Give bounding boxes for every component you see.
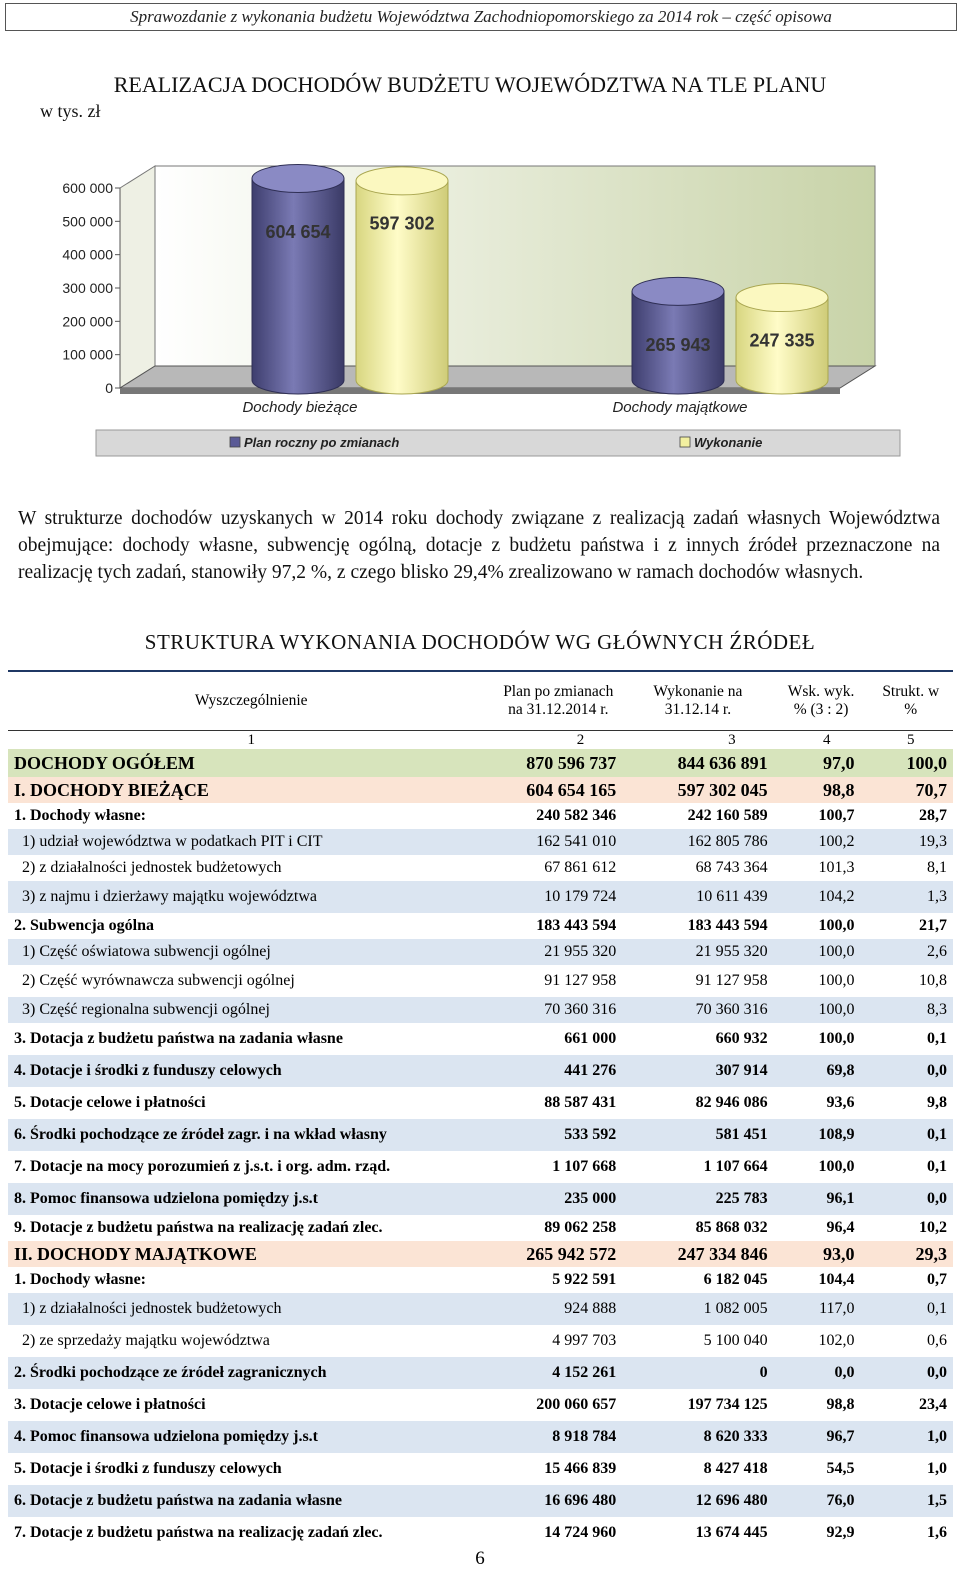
cell-ratio: 100,0 [818,917,855,934]
cell-ratio: 92,9 [826,1524,855,1541]
x-axis-category-label: Dochody bieżące [242,399,358,416]
row-label: 3) Część regionalna subwencji ogólnej [8,997,494,1023]
summary-paragraph: W strukturze dochodów uzyskanych w 2014 roku dochody związane z realizacją zadań własnych Województwa obejmujące: dochody własne, subwencję ogólną, dotacje z budżetu państwa i z innych źródeł przeznaczone na realizację tych zadań, stanowiły 97,2 %, z czego blisko 29,4% zrealizowano w ramach dochodów własnych. [18,508,940,583]
data-label: 265 943 [645,334,711,355]
chart-side-wall [120,166,155,388]
cell-structure: 10,8 [919,972,947,989]
table-row [8,997,953,1023]
cell-execution: 581 451 [622,1119,773,1151]
cell-plan: 265 942 572 [494,1241,622,1267]
cell-ratio: 104,2 [774,881,869,913]
col-number: 2 [494,731,622,750]
cell-execution: 844 636 891 [622,749,773,777]
cell-structure: 0,0 [868,1055,953,1087]
y-axis-tick-label: 100 000 [62,346,113,363]
row-label: 5. Dotacje celowe i płatności [14,1094,206,1111]
table-row [8,1119,953,1151]
cell-plan: 16 696 480 [494,1485,622,1517]
cell-execution: 12 696 480 [622,1485,773,1517]
cell-plan: 8 918 784 [494,1421,622,1453]
col-number: 4 [774,731,869,750]
page-number: 6 [475,1548,485,1569]
table-row [8,1421,953,1453]
row-label: DOCHODY OGÓŁEM [8,749,494,777]
cell-execution: 247 334 846 [622,1241,773,1267]
cell-ratio: 100,0 [818,972,855,989]
table-row [8,965,953,997]
row-label: 3. Dotacje celowe i płatności [14,1396,206,1413]
cell-ratio: 104,4 [818,1271,855,1288]
cell-structure: 0,0 [868,1357,953,1389]
cell-execution: 21 955 320 [622,939,773,965]
cell-structure: 9,8 [927,1094,947,1111]
row-label: 6. Dotacje z budżetu państwa na zadania własne [8,1485,494,1517]
row-label: 3. Dotacja z budżetu państwa na zadania własne [14,1030,343,1047]
column-number-row [8,731,953,750]
cell-plan: 604 654 165 [494,777,622,803]
cell-ratio: 100,0 [774,997,869,1023]
cell-plan: 67 861 612 [544,859,617,876]
table-row [8,1183,953,1215]
row-label: 3) z najmu i dzierżawy majątku województwa [8,881,494,913]
cell-ratio: 76,0 [774,1485,869,1517]
cell-ratio: 101,3 [818,859,855,876]
cell-ratio: 102,0 [818,1332,855,1349]
table-row [8,1389,953,1421]
data-label: 247 335 [749,330,815,351]
table-row [8,777,953,803]
table-row [8,1453,953,1485]
table-row [8,1325,953,1357]
cell-ratio: 100,0 [818,1158,855,1175]
table-row [8,803,953,829]
cell-plan: 70 360 316 [494,997,622,1023]
cell-structure: 1,0 [868,1421,953,1453]
table-row [8,749,953,777]
table-row [8,881,953,913]
running-header: Sprawozdanie z wykonania budżetu Województwa Zachodniopomorskiego za 2014 rok – część opisowa [5,3,957,31]
cell-structure: 10,2 [919,1219,947,1236]
cell-execution: 660 932 [715,1030,768,1047]
y-axis-tick-label: 0 [105,380,113,396]
cell-plan: 162 541 010 [494,829,622,855]
cell-execution: 162 805 786 [622,829,773,855]
header-description: Wyszczególnienie [8,671,494,731]
table-row [8,1055,953,1087]
cell-execution: 1 107 664 [703,1158,768,1175]
cell-ratio: 96,7 [774,1421,869,1453]
chart-unit-label: w tys. zł [40,101,101,121]
y-axis-tick-label: 600 000 [62,180,113,196]
cell-execution: 183 443 594 [687,917,768,934]
table-row [8,1023,953,1055]
row-label: 4. Pomoc finansowa udzielona pomiędzy j.s.t [8,1421,494,1453]
bar-top [356,167,448,195]
cell-ratio: 117,0 [774,1293,869,1325]
cell-ratio: 108,9 [774,1119,869,1151]
chart-title: REALIZACJA DOCHODÓW BUDŻETU WOJEWÓDZTWA NA TLE PLANU [113,72,827,97]
cell-execution: 0 [622,1357,773,1389]
cell-ratio: 0,0 [774,1357,869,1389]
table-title: STRUKTURA WYKONANIA DOCHODÓW WG GŁÓWNYCH ŹRÓDEŁ [144,630,816,654]
table-row [8,1485,953,1517]
cell-structure: 0,0 [868,1183,953,1215]
cell-ratio: 98,8 [826,1396,855,1413]
y-axis-tick-label: 300 000 [62,280,113,296]
cell-plan: 15 466 839 [544,1460,617,1477]
cell-structure: 29,3 [868,1241,953,1267]
cell-execution: 1 082 005 [622,1293,773,1325]
cell-execution: 91 127 958 [695,972,768,989]
cell-structure: 8,3 [868,997,953,1023]
revenue-chart-svg [0,60,960,470]
data-label: 604 654 [265,222,331,243]
row-label: 1) Część oświatowa subwencji ogólnej [8,939,494,965]
cell-structure: 8,1 [927,859,947,876]
cell-structure: 1,6 [927,1524,947,1541]
cell-execution: 8 427 418 [703,1460,768,1477]
row-label: 2) Część wyrównawcza subwencji ogólnej [22,972,295,989]
table-row [8,1215,953,1241]
cell-structure: 23,4 [919,1396,947,1413]
bar-top [736,284,828,312]
cell-ratio: 69,8 [774,1055,869,1087]
cell-plan: 183 443 594 [536,917,617,934]
table-row [8,1357,953,1389]
cell-plan: 533 592 [494,1119,622,1151]
cell-plan: 91 127 958 [544,972,617,989]
cell-structure: 2,6 [868,939,953,965]
revenue-chart [0,60,960,470]
cell-structure: 0,1 [927,1030,947,1047]
y-axis-tick-label: 500 000 [62,213,113,230]
header-execution: Wykonanie na 31.12.14 r. [622,671,773,731]
table-row [8,829,953,855]
row-label: 7. Dotacje na mocy porozumień z j.s.t. i org. adm. rząd. [14,1158,391,1175]
cell-structure: 28,7 [919,807,947,824]
cell-ratio: 100,2 [774,829,869,855]
col-number: 5 [868,731,953,750]
row-label: 1. Dochody własne: [14,807,147,824]
col-number: 3 [622,731,773,750]
cell-structure: 0,1 [868,1293,953,1325]
cell-execution: 597 302 045 [622,777,773,803]
table-row [8,1151,953,1183]
row-label: 2. Subwencja ogólna [14,917,155,934]
cell-execution: 68 743 364 [695,859,768,876]
legend-label: Wykonanie [694,435,763,450]
row-label: 8. Pomoc finansowa udzielona pomiędzy j.s.t [8,1183,494,1215]
cell-plan: 21 955 320 [494,939,622,965]
cell-ratio: 54,5 [826,1460,855,1477]
cell-execution: 82 946 086 [695,1094,768,1111]
header-structure: Strukt. w % [868,671,953,731]
cell-ratio: 96,1 [774,1183,869,1215]
row-label: 2) z działalności jednostek budżetowych [22,859,282,876]
row-label: 4. Dotacje i środki z funduszy celowych [8,1055,494,1087]
table-row [8,1087,953,1119]
cell-ratio: 100,0 [774,939,869,965]
row-label: 2. Środki pochodzące ze źródeł zagranicznych [8,1357,494,1389]
cell-structure: 19,3 [868,829,953,855]
row-label: 1. Dochody własne: [14,1271,147,1288]
col-number: 1 [8,731,494,750]
legend-swatch [230,437,240,447]
cell-execution: 242 160 589 [687,807,768,824]
cell-plan: 14 724 960 [544,1524,617,1541]
row-label: 7. Dotacje z budżetu państwa na realizację zadań zlec. [14,1524,383,1541]
cell-structure: 1,0 [927,1460,947,1477]
row-label: 5. Dotacje i środki z funduszy celowych [14,1460,282,1477]
cell-ratio: 100,0 [818,1030,855,1047]
table-row [8,1267,953,1293]
cell-plan: 240 582 346 [536,807,617,824]
cell-plan: 870 596 737 [494,749,622,777]
cell-structure: 0,1 [868,1119,953,1151]
row-label: 9. Dotacje z budżetu państwa na realizację zadań zlec. [14,1219,383,1236]
cell-execution: 10 611 439 [622,881,773,913]
cell-ratio: 97,0 [774,749,869,777]
row-label: 1) z działalności jednostek budżetowych [8,1293,494,1325]
cell-execution: 6 182 045 [703,1271,768,1288]
cell-structure: 1,5 [868,1485,953,1517]
table-row [8,1517,953,1549]
table-row [8,939,953,965]
cell-ratio: 93,0 [774,1241,869,1267]
table-row [8,1293,953,1325]
table-row [8,913,953,939]
cell-execution: 5 100 040 [703,1332,768,1349]
cell-ratio: 96,4 [826,1219,855,1236]
cell-ratio: 100,7 [818,807,855,824]
y-axis-tick-label: 200 000 [62,313,113,330]
bar [252,178,344,394]
bar-top [252,164,344,192]
chart-floor-edge [120,388,840,394]
y-axis-tick-label: 400 000 [62,246,113,263]
cell-plan: 4 152 261 [494,1357,622,1389]
cell-plan: 10 179 724 [494,881,622,913]
cell-execution: 85 868 032 [695,1219,768,1236]
cell-plan: 4 997 703 [552,1332,617,1349]
row-label: 6. Środki pochodzące ze źródeł zagr. i na wkład własny [8,1119,494,1151]
data-label: 597 302 [369,213,435,234]
cell-ratio: 93,6 [826,1094,855,1111]
cell-execution: 307 914 [622,1055,773,1087]
x-axis-category-label: Dochody majątkowe [612,399,748,416]
cell-execution: 13 674 445 [695,1524,768,1541]
cell-plan: 5 922 591 [552,1271,617,1288]
cell-structure: 21,7 [919,917,947,934]
legend-swatch [680,437,690,447]
cell-structure: 0,1 [927,1158,947,1175]
cell-execution: 8 620 333 [622,1421,773,1453]
table-header-row [8,671,953,731]
cell-plan: 1 107 668 [552,1158,617,1175]
bar-top [632,277,724,305]
cell-structure: 0,6 [927,1332,947,1349]
chart-legend [96,430,900,456]
row-label: I. DOCHODY BIEŻĄCE [8,777,494,803]
cell-structure: 100,0 [868,749,953,777]
cell-plan: 235 000 [494,1183,622,1215]
cell-structure: 0,7 [927,1271,947,1288]
row-label: 2) ze sprzedaży majątku województwa [22,1332,270,1349]
cell-plan: 441 276 [494,1055,622,1087]
table-row [8,855,953,881]
revenue-structure-table [8,670,953,1549]
legend-label: Plan roczny po zmianach [244,435,400,450]
cell-plan: 200 060 657 [536,1396,617,1413]
header-execution-ratio: Wsk. wyk. % (3 : 2) [774,671,869,731]
header-plan: Plan po zmianach na 31.12.2014 r. [494,671,622,731]
cell-plan: 89 062 258 [544,1219,617,1236]
cell-execution: 70 360 316 [622,997,773,1023]
cell-plan: 88 587 431 [544,1094,617,1111]
cell-ratio: 98,8 [774,777,869,803]
cell-plan: 661 000 [564,1030,617,1047]
cell-structure: 70,7 [868,777,953,803]
table-row [8,1241,953,1267]
cell-execution: 197 734 125 [687,1396,768,1413]
cell-structure: 1,3 [868,881,953,913]
row-label: 1) udział województwa w podatkach PIT i CIT [8,829,494,855]
cell-plan: 924 888 [494,1293,622,1325]
row-label: II. DOCHODY MAJĄTKOWE [8,1241,494,1267]
cell-execution: 225 783 [622,1183,773,1215]
